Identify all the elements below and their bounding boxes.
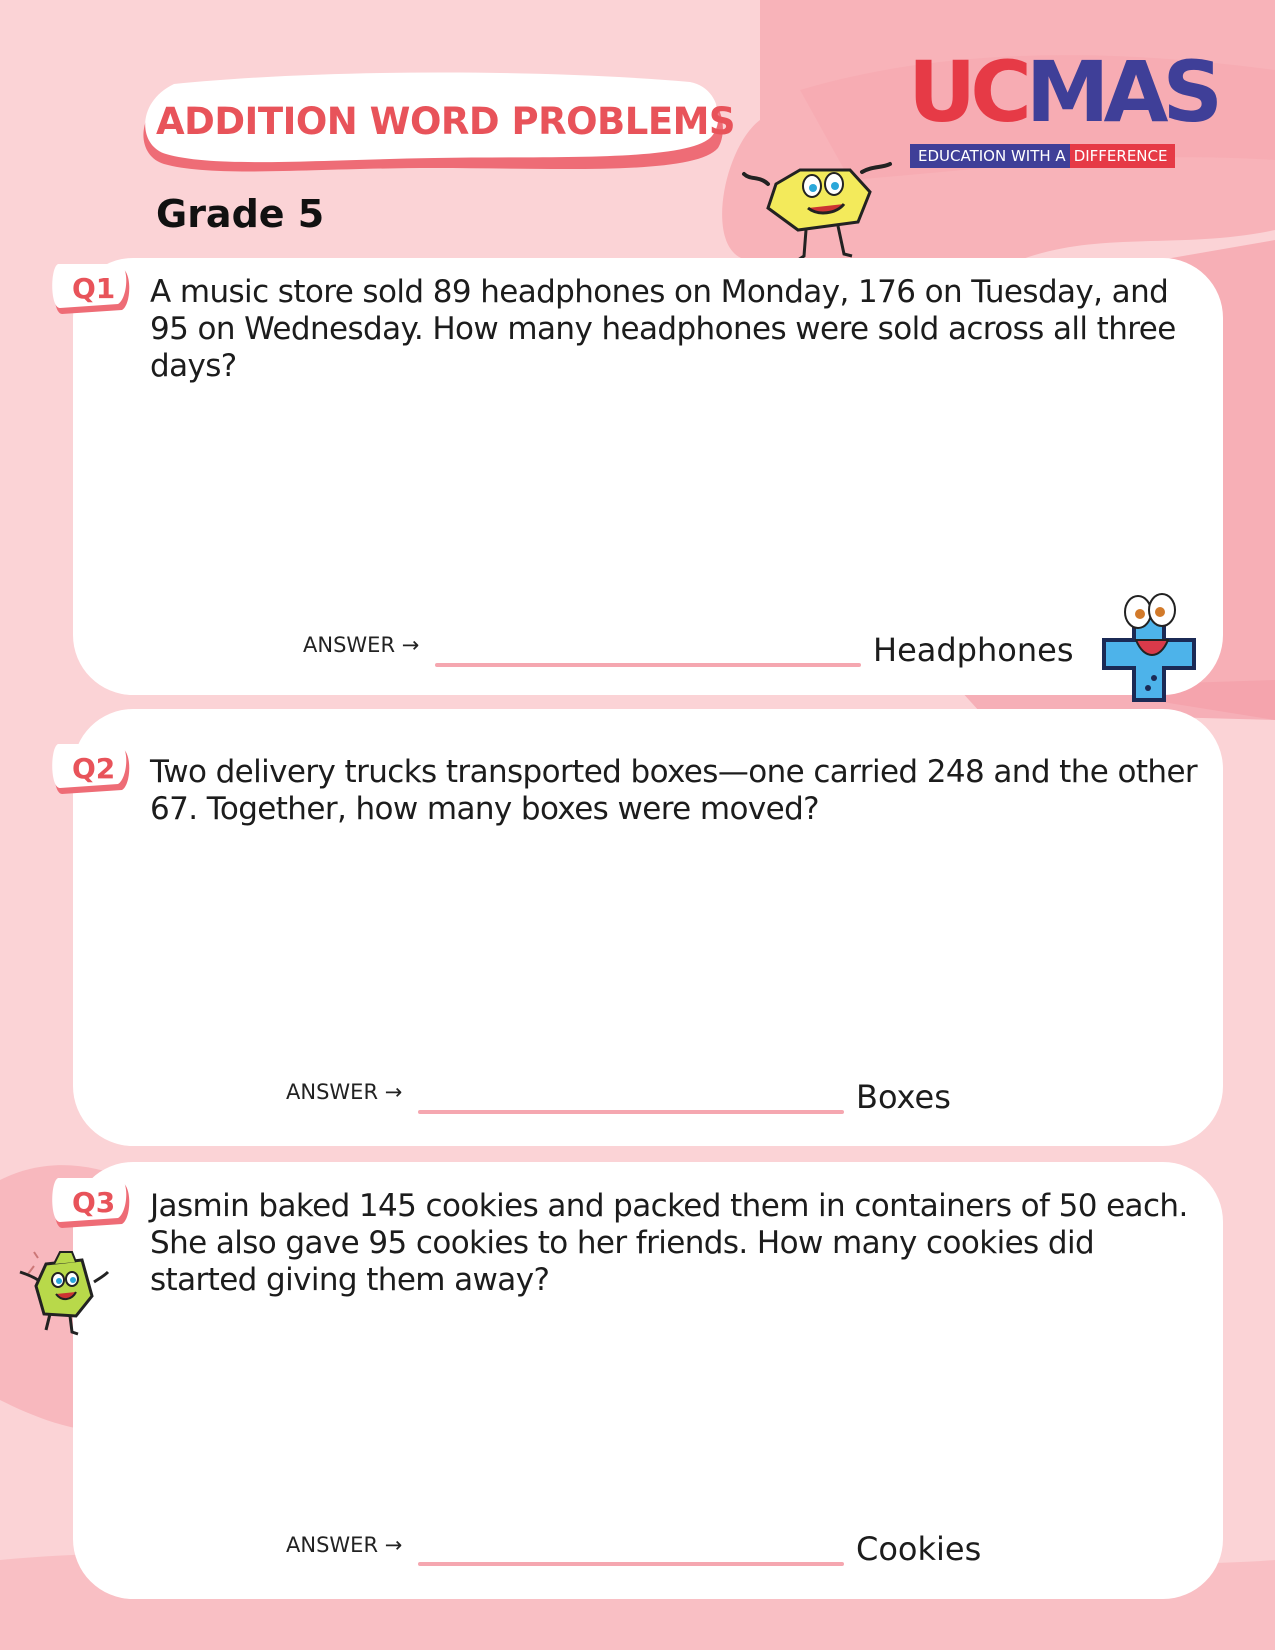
answer-unit-2: Boxes	[856, 1078, 951, 1116]
question-text-1: A music store sold 89 headphones on Monday, 176 on Tuesday, and 95 on Wednesday. How many headphones were sold across all three days?	[150, 274, 1176, 384]
question-text-2: Two delivery trucks transported boxes—one carried 248 and the other 67. Together, how many boxes were moved?	[150, 754, 1198, 827]
answer-label-1: ANSWER →	[303, 633, 420, 657]
question-label-2: Q2	[72, 752, 116, 785]
worksheet-title-banner	[134, 72, 736, 176]
logo-mas: MAS	[1025, 43, 1217, 141]
question-text-3: Jasmin baked 145 cookies and packed them in containers of 50 each. She also gave 95 cookies to her friends. How many cookies did started giving them away?	[150, 1188, 1188, 1298]
yellow-hexagon-mascot-icon	[740, 160, 900, 270]
question-badge-2	[52, 744, 134, 798]
logo-tagline-part-a: EDUCATION WITH A	[910, 144, 1070, 168]
answer-unit-1: Headphones	[873, 631, 1074, 669]
worksheet-title: ADDITION WORD PROBLEMS	[156, 100, 736, 143]
answer-line-2[interactable]	[418, 1110, 844, 1114]
logo-tagline	[910, 144, 1175, 168]
logo-uc: UC	[908, 43, 1026, 141]
blue-plus-mascot-icon	[1098, 586, 1204, 710]
question-badge-1	[52, 264, 134, 318]
question-label-1: Q1	[72, 272, 116, 305]
ucmas-logo	[908, 43, 1217, 168]
logo-tagline-part-b: DIFFERENCE	[1070, 144, 1176, 168]
answer-line-1[interactable]	[435, 663, 861, 667]
answer-label-3: ANSWER →	[286, 1533, 403, 1557]
question-badge-3	[52, 1178, 134, 1232]
green-mascot-icon	[12, 1244, 116, 1338]
answer-unit-3: Cookies	[856, 1530, 982, 1568]
answer-label-2: ANSWER →	[286, 1080, 403, 1104]
grade-level: Grade 5	[156, 192, 325, 236]
question-label-3: Q3	[72, 1186, 116, 1219]
logo-wordmark	[908, 43, 1217, 141]
answer-line-3[interactable]	[418, 1562, 844, 1566]
